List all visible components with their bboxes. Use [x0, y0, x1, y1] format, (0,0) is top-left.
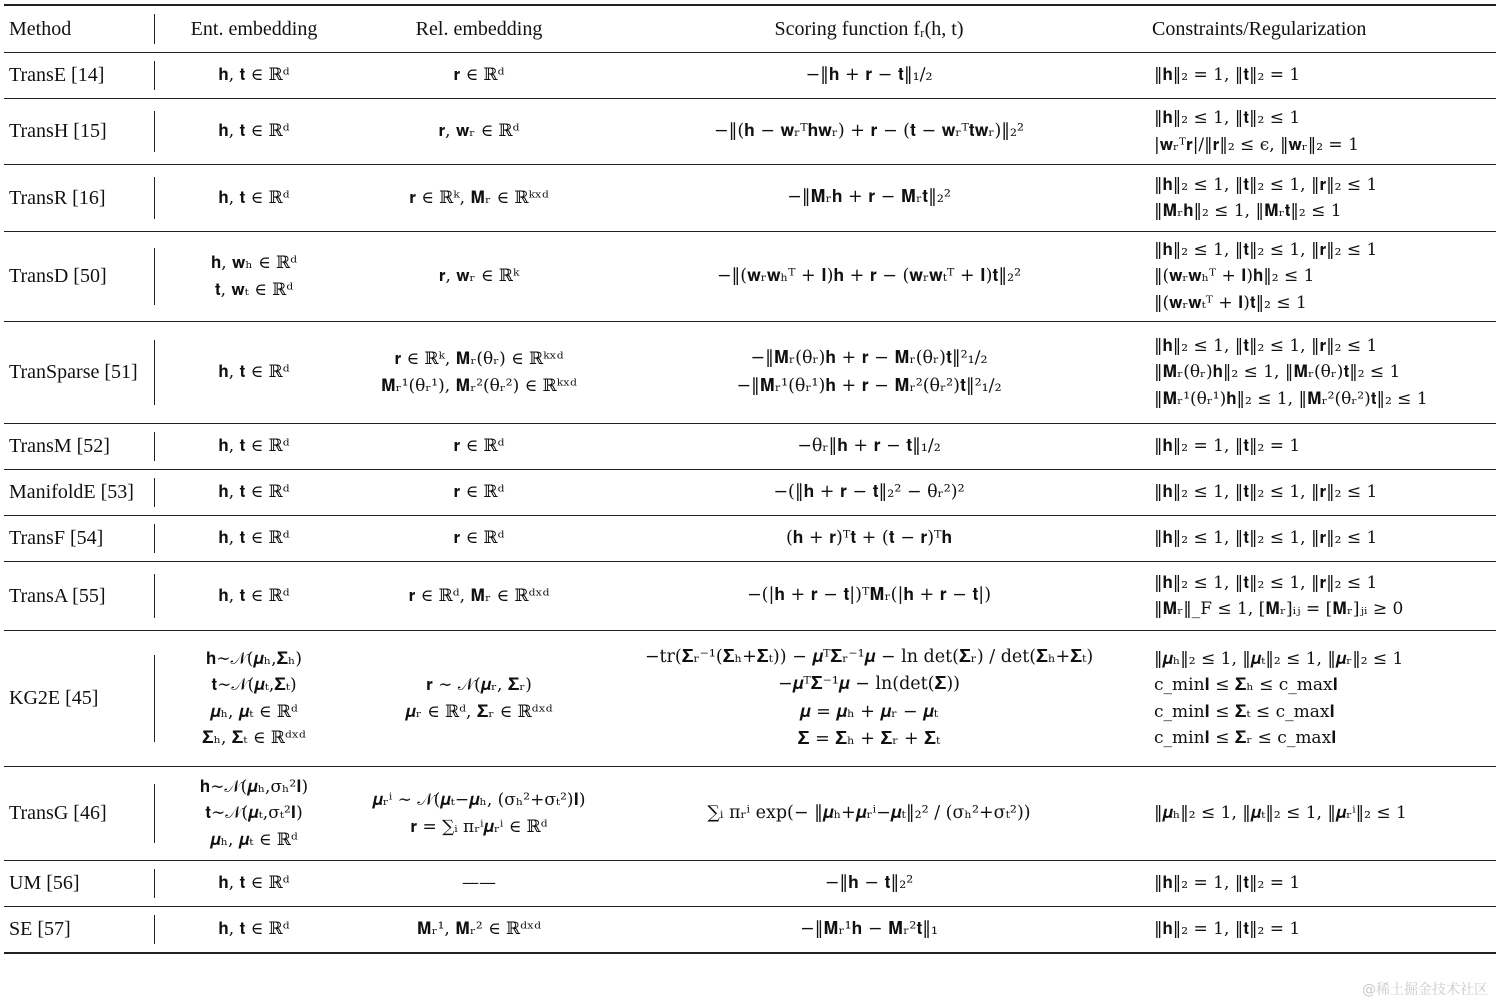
cons-line: c_min𝐈 ≤ 𝚺ₕ ≤ c_max𝐈	[1154, 675, 1338, 696]
cons-line: ‖𝐡‖₂ = 1, ‖𝐭‖₂ = 1	[1154, 65, 1301, 86]
cons-line: ‖𝐡‖₂ ≤ 1, ‖𝐭‖₂ ≤ 1, ‖𝐫‖₂ ≤ 1	[1154, 174, 1378, 195]
ent-embedding-cell	[154, 516, 354, 562]
score-line: −tr(𝚺ᵣ⁻¹(𝚺ₕ+𝚺ₜ)) − 𝝁ᵀ𝚺ᵣ⁻¹𝝁 − ln det(𝚺ᵣ) / det(𝚺ₕ+𝚺ₜ)	[644, 647, 1094, 668]
ent-line: 𝐡∼𝒩(𝝁ₕ,𝚺ₕ)	[205, 648, 303, 669]
score-line: −θᵣ‖𝐡 + 𝐫 − 𝐭‖₁∕₂	[797, 435, 941, 456]
rel-line: 𝐫, 𝐰ᵣ ∈ ℝᵏ	[438, 266, 520, 287]
rel-embedding-cell	[354, 322, 604, 424]
cons-line: ‖(𝐰ᵣ𝐰ₕᵀ + 𝐈)𝐡‖₂ ≤ 1	[1154, 266, 1315, 287]
method-name: TransA [55]	[9, 584, 106, 607]
ent-embedding-cell	[154, 907, 354, 953]
rel-embedding-cell	[354, 516, 604, 562]
score-line: −‖𝐌ᵣ(θᵣ)𝐡 + 𝐫 − 𝐌ᵣ(θᵣ)𝐭‖²₁∕₂	[750, 348, 988, 369]
constraints-cell	[1134, 232, 1496, 322]
cons-line: ‖𝝁ₕ‖₂ ≤ 1, ‖𝝁ₜ‖₂ ≤ 1, ‖𝝁ᵣ‖₂ ≤ 1	[1154, 648, 1404, 669]
table-row	[4, 470, 1496, 516]
ent-embedding-cell	[154, 861, 354, 907]
ent-line: 𝐭, 𝐰ₜ ∈ ℝᵈ	[214, 279, 294, 300]
table-header-row	[4, 5, 1496, 53]
rel-line: 𝝁ᵣⁱ ∼ 𝒩(𝝁ₜ−𝝁ₕ, (σₕ²+σₜ²)𝐈)	[372, 790, 586, 811]
constraints-cell	[1134, 165, 1496, 232]
rel-line: 𝐫 ∈ ℝᵈ	[453, 482, 505, 503]
method-cell	[4, 562, 154, 631]
ent-embedding-cell	[154, 562, 354, 631]
score-line: −(‖𝐡 + 𝐫 − 𝐭‖₂² − θᵣ²)²	[773, 481, 965, 502]
header-constraints: Constraints/Regularization	[1134, 5, 1496, 53]
scoring-function-cell	[604, 907, 1134, 953]
score-line: −‖𝐡 − 𝐭‖₂²	[824, 872, 914, 893]
scoring-function-cell	[604, 861, 1134, 907]
scoring-function-cell	[604, 470, 1134, 516]
score-line: −(|𝐡 + 𝐫 − 𝐭|)ᵀ𝐌ᵣ(|𝐡 + 𝐫 − 𝐭|)	[746, 585, 992, 606]
rel-embedding-cell	[354, 562, 604, 631]
scoring-function-cell	[604, 53, 1134, 99]
cons-line: ‖(𝐰ᵣ𝐰ₜᵀ + 𝐈)𝐭‖₂ ≤ 1	[1154, 292, 1307, 313]
score-line: ∑ᵢ πᵣⁱ exp(− ‖𝝁ₕ+𝝁ᵣⁱ−𝝁ₜ‖₂² / (σₕ²+σₜ²))	[707, 802, 1031, 823]
rel-embedding-cell	[354, 631, 604, 767]
rel-line: 𝐫 ∼ 𝒩(𝝁ᵣ, 𝚺ᵣ)	[426, 675, 532, 696]
method-cell	[4, 516, 154, 562]
table-body	[4, 53, 1496, 953]
ent-embedding-cell	[154, 767, 354, 861]
table-row	[4, 907, 1496, 953]
constraints-cell	[1134, 562, 1496, 631]
ent-embedding-cell	[154, 322, 354, 424]
ent-embedding-cell	[154, 232, 354, 322]
rel-embedding-cell	[354, 767, 604, 861]
cons-line: ‖𝐌ᵣ(θᵣ)𝐡‖₂ ≤ 1, ‖𝐌ᵣ(θᵣ)𝐭‖₂ ≤ 1	[1154, 362, 1401, 383]
method-cell	[4, 631, 154, 767]
ent-line: 𝐡, 𝐭 ∈ ℝᵈ	[218, 362, 290, 383]
header-rel-embedding: Rel. embedding	[354, 5, 604, 53]
ent-embedding-cell	[154, 424, 354, 470]
rel-embedding-cell	[354, 470, 604, 516]
ent-line: 𝐡, 𝐭 ∈ ℝᵈ	[218, 121, 290, 142]
constraints-cell	[1134, 907, 1496, 953]
constraints-cell	[1134, 53, 1496, 99]
cons-line: ‖𝐡‖₂ = 1, ‖𝐭‖₂ = 1	[1154, 873, 1301, 894]
cons-line: c_min𝐈 ≤ 𝚺ᵣ ≤ c_max𝐈	[1154, 727, 1337, 748]
rel-embedding-cell	[354, 424, 604, 470]
scoring-function-cell	[604, 562, 1134, 631]
ent-embedding-cell	[154, 165, 354, 232]
method-name: KG2E [45]	[9, 687, 99, 709]
ent-line: 𝝁ₕ, 𝝁ₜ ∈ ℝᵈ	[210, 829, 298, 850]
score-line: −‖𝐌ᵣ𝐡 + 𝐫 − 𝐌ᵣ𝐭‖₂²	[787, 187, 951, 208]
cons-line: ‖𝐡‖₂ ≤ 1, ‖𝐭‖₂ ≤ 1, ‖𝐫‖₂ ≤ 1	[1154, 482, 1378, 503]
rel-line: 𝐫 = ∑ᵢ πᵣⁱ𝝁ᵣⁱ ∈ ℝᵈ	[410, 816, 548, 837]
constraints-cell	[1134, 322, 1496, 424]
method-name: TranSparse [51]	[9, 361, 138, 383]
ent-line: 𝝁ₕ, 𝝁ₜ ∈ ℝᵈ	[210, 701, 298, 722]
ent-embedding-cell	[154, 631, 354, 767]
table-row	[4, 322, 1496, 424]
score-line: 𝝁 = 𝝁ₕ + 𝝁ᵣ − 𝝁ₜ	[799, 701, 939, 722]
score-line: −𝝁ᵀ𝚺⁻¹𝝁 − ln(det(𝚺))	[778, 674, 960, 695]
method-name: TransF [54]	[9, 527, 104, 549]
rel-line: 𝐫 ∈ ℝᵏ, 𝐌ᵣ ∈ ℝᵏˣᵈ	[409, 187, 549, 208]
method-name: TransR [16]	[9, 186, 106, 209]
ent-line: 𝐡, 𝐭 ∈ ℝᵈ	[218, 585, 290, 606]
ent-line: 𝚺ₕ, 𝚺ₜ ∈ ℝᵈˣᵈ	[202, 727, 306, 748]
watermark: @稀土掘金技术社区	[1362, 982, 1488, 998]
ent-line: 𝐡, 𝐭 ∈ ℝᵈ	[218, 873, 290, 894]
header-scoring-function: Scoring function fᵣ(h, t)	[604, 5, 1134, 53]
ent-embedding-cell	[154, 470, 354, 516]
rel-line: 𝐫 ∈ ℝᵏ, 𝐌ᵣ(θᵣ) ∈ ℝᵏˣᵈ	[394, 349, 564, 370]
rel-line: 𝐌ᵣ¹, 𝐌ᵣ² ∈ ℝᵈˣᵈ	[416, 919, 542, 940]
method-cell	[4, 470, 154, 516]
scoring-function-cell	[604, 516, 1134, 562]
rel-embedding-cell	[354, 907, 604, 953]
cons-line: ‖𝐌ᵣ𝐡‖₂ ≤ 1, ‖𝐌ᵣ𝐭‖₂ ≤ 1	[1154, 201, 1342, 221]
table-row	[4, 562, 1496, 631]
scoring-function-cell	[604, 631, 1134, 767]
rel-embedding-cell	[354, 232, 604, 322]
cons-line: ‖𝐡‖₂ = 1, ‖𝐭‖₂ = 1	[1154, 436, 1301, 457]
method-name: TransG [46]	[9, 802, 107, 824]
method-name: TransM [52]	[9, 435, 110, 457]
method-cell	[4, 232, 154, 322]
table-row	[4, 631, 1496, 767]
scoring-function-cell	[604, 232, 1134, 322]
rel-line: 𝐫 ∈ ℝᵈ	[453, 436, 505, 457]
cons-line: ‖𝐌ᵣ‖_F ≤ 1, [𝐌ᵣ]ᵢⱼ = [𝐌ᵣ]ⱼᵢ ≥ 0	[1154, 599, 1404, 619]
score-line: −‖𝐡 + 𝐫 − 𝐭‖₁∕₂	[805, 64, 933, 85]
constraints-cell	[1134, 424, 1496, 470]
table-row	[4, 516, 1496, 562]
table-row	[4, 165, 1496, 232]
rel-line: 𝝁ᵣ ∈ ℝᵈ, 𝚺ᵣ ∈ ℝᵈˣᵈ	[405, 701, 553, 722]
rel-line: 𝐫 ∈ ℝᵈ	[453, 65, 505, 86]
scoring-function-cell	[604, 322, 1134, 424]
rel-line: 𝐫 ∈ ℝᵈ, 𝐌ᵣ ∈ ℝᵈˣᵈ	[408, 585, 550, 606]
score-line: −‖(𝐰ᵣ𝐰ₕᵀ + 𝐈)𝐡 + 𝐫 − (𝐰ᵣ𝐰ₜᵀ + 𝐈)𝐭‖₂²	[716, 265, 1022, 286]
cons-line: ‖𝐡‖₂ ≤ 1, ‖𝐭‖₂ ≤ 1	[1154, 108, 1301, 129]
cons-line: ‖𝐡‖₂ ≤ 1, ‖𝐭‖₂ ≤ 1, ‖𝐫‖₂ ≤ 1	[1154, 335, 1378, 356]
cons-line: ‖𝐡‖₂ ≤ 1, ‖𝐭‖₂ ≤ 1, ‖𝐫‖₂ ≤ 1	[1154, 572, 1378, 593]
ent-line: 𝐡, 𝐭 ∈ ℝᵈ	[218, 919, 290, 940]
table-row	[4, 424, 1496, 470]
kge-scoring-table	[4, 4, 1496, 954]
scoring-function-cell	[604, 767, 1134, 861]
ent-line: 𝐡∼𝒩(𝝁ₕ,σₕ²𝐈)	[199, 776, 309, 797]
method-name: TransH [15]	[9, 120, 107, 142]
table-row	[4, 767, 1496, 861]
constraints-cell	[1134, 767, 1496, 861]
cons-line: |𝐰ᵣᵀ𝐫|/‖𝐫‖₂ ≤ ϵ, ‖𝐰ᵣ‖₂ = 1	[1154, 134, 1359, 155]
table-row	[4, 53, 1496, 99]
score-line: −‖𝐌ᵣ¹(θᵣ¹)𝐡 + 𝐫 − 𝐌ᵣ²(θᵣ²)𝐭‖²₁∕₂	[736, 375, 1002, 396]
method-name: TransD [50]	[9, 265, 107, 287]
scoring-function-cell	[604, 165, 1134, 232]
ent-line: 𝐡, 𝐭 ∈ ℝᵈ	[218, 187, 290, 208]
method-name: UM [56]	[9, 872, 80, 894]
header-method: Method	[4, 5, 154, 53]
cons-line: ‖𝐌ᵣ¹(θᵣ¹)𝐡‖₂ ≤ 1, ‖𝐌ᵣ²(θᵣ²)𝐭‖₂ ≤ 1	[1154, 388, 1428, 409]
header-ent-embedding: Ent. embedding	[154, 5, 354, 53]
method-cell	[4, 99, 154, 165]
cons-line: c_min𝐈 ≤ 𝚺ₜ ≤ c_max𝐈	[1154, 701, 1335, 722]
rel-line: ——	[462, 873, 496, 894]
constraints-cell	[1134, 516, 1496, 562]
constraints-cell	[1134, 631, 1496, 767]
rel-line: 𝐫, 𝐰ᵣ ∈ ℝᵈ	[438, 121, 520, 142]
method-name: ManifoldE [53]	[9, 481, 134, 503]
ent-line: 𝐭∼𝒩(𝝁ₜ,σₜ²𝐈)	[205, 803, 303, 824]
method-cell	[4, 165, 154, 232]
scoring-function-cell	[604, 99, 1134, 165]
cons-line: ‖𝐡‖₂ = 1, ‖𝐭‖₂ = 1	[1154, 919, 1301, 940]
rel-embedding-cell	[354, 53, 604, 99]
constraints-cell	[1134, 470, 1496, 516]
method-cell	[4, 322, 154, 424]
ent-line: 𝐭∼𝒩(𝝁ₜ,𝚺ₜ)	[211, 675, 297, 696]
rel-embedding-cell	[354, 99, 604, 165]
ent-embedding-cell	[154, 53, 354, 99]
method-cell	[4, 53, 154, 99]
method-name: TransE [14]	[9, 64, 105, 86]
rel-line: 𝐫 ∈ ℝᵈ	[453, 528, 505, 549]
method-cell	[4, 907, 154, 953]
score-line: (𝐡 + 𝐫)ᵀ𝐭 + (𝐭 − 𝐫)ᵀ𝐡	[785, 527, 953, 548]
method-cell	[4, 424, 154, 470]
ent-embedding-cell	[154, 99, 354, 165]
ent-line: 𝐡, 𝐰ₕ ∈ ℝᵈ	[210, 253, 298, 274]
method-cell	[4, 861, 154, 907]
score-line: −‖𝐌ᵣ¹𝐡 − 𝐌ᵣ²𝐭‖₁	[799, 918, 939, 939]
constraints-cell	[1134, 861, 1496, 907]
score-line: 𝚺 = 𝚺ₕ + 𝚺ᵣ + 𝚺ₜ	[797, 728, 941, 749]
constraints-cell	[1134, 99, 1496, 165]
cons-line: ‖𝐡‖₂ ≤ 1, ‖𝐭‖₂ ≤ 1, ‖𝐫‖₂ ≤ 1	[1154, 239, 1378, 260]
ent-line: 𝐡, 𝐭 ∈ ℝᵈ	[218, 65, 290, 86]
cons-line: ‖𝝁ₕ‖₂ ≤ 1, ‖𝝁ₜ‖₂ ≤ 1, ‖𝝁ᵣⁱ‖₂ ≤ 1	[1154, 803, 1407, 824]
rel-line: 𝐌ᵣ¹(θᵣ¹), 𝐌ᵣ²(θᵣ²) ∈ ℝᵏˣᵈ	[381, 375, 577, 396]
score-line: −‖(𝐡 − 𝐰ᵣᵀ𝐡𝐰ᵣ) + 𝐫 − (𝐭 − 𝐰ᵣᵀ𝐭𝐰ᵣ)‖₂²	[713, 120, 1025, 141]
rel-embedding-cell	[354, 165, 604, 232]
scoring-function-cell	[604, 424, 1134, 470]
table-row	[4, 99, 1496, 165]
method-name: SE [57]	[9, 917, 71, 940]
cons-line: ‖𝐡‖₂ ≤ 1, ‖𝐭‖₂ ≤ 1, ‖𝐫‖₂ ≤ 1	[1154, 528, 1378, 549]
rel-embedding-cell	[354, 861, 604, 907]
table-row	[4, 861, 1496, 907]
ent-line: 𝐡, 𝐭 ∈ ℝᵈ	[218, 482, 290, 503]
ent-line: 𝐡, 𝐭 ∈ ℝᵈ	[218, 528, 290, 549]
ent-line: 𝐡, 𝐭 ∈ ℝᵈ	[218, 436, 290, 457]
method-cell	[4, 767, 154, 861]
table-row	[4, 232, 1496, 322]
